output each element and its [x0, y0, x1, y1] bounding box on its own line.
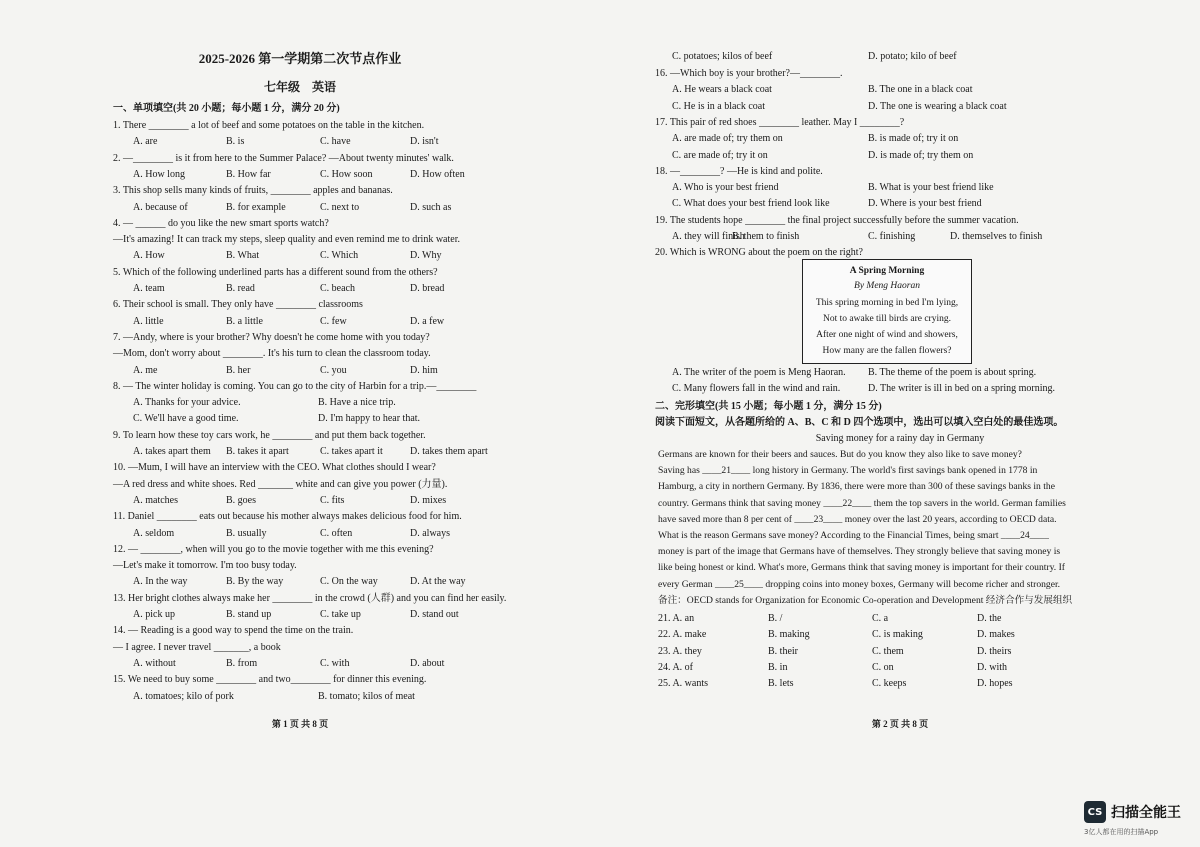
answer-option: A. little: [133, 315, 164, 327]
cs-badge-icon: CS: [1084, 801, 1106, 823]
passage-line: like being honest or kind. What's more, Germans think that saving money is important for their country. If: [658, 562, 1065, 574]
answer-option: D. How often: [410, 168, 465, 180]
section-instruction: 阅读下面短文，从各题所给的 A、B、C 和 D 四个选项中，选出可以填入空白处的最佳选项。: [655, 417, 1064, 428]
question-stem: 9. To learn how these toy cars work, he ________ and put them back together.: [113, 429, 426, 441]
answer-option: B. The theme of the poem is about spring.: [868, 367, 1037, 378]
answer-option: D. bread: [410, 283, 445, 294]
right-page: [600, 0, 1200, 847]
answer-option: D. always: [410, 527, 450, 539]
answer-option: C. potatoes; kilos of beef: [672, 51, 773, 62]
answer-option: D. Why: [410, 250, 442, 262]
answer-option: C. beach: [320, 283, 355, 294]
question-stem: 3. This shop sells many kinds of fruits, ________ apples and bananas.: [113, 185, 393, 197]
answer-option: D. stand out: [410, 609, 459, 620]
answer-option: D. The writer is ill in bed on a spring morning.: [868, 383, 1056, 395]
question-stem-line2: — I agree. I never travel _______, a book: [113, 641, 281, 653]
answer-option: C. On the way: [320, 576, 378, 588]
answer-option: A. How: [133, 250, 165, 262]
answer-option: B. read: [226, 283, 255, 294]
page-footer: 第 1 页 共 8 页: [271, 719, 329, 729]
answer-option: C. How soon: [320, 168, 373, 180]
answer-option: D. a few: [410, 315, 445, 327]
answer-option: A. seldom: [133, 527, 175, 539]
answer-option: A. because of: [133, 201, 188, 213]
answer-option: C. takes apart it: [320, 446, 383, 457]
answer-option: A. pick up: [133, 609, 175, 620]
answer-option: A. takes apart them: [133, 446, 211, 457]
answer-option: D. At the way: [410, 576, 466, 588]
poem-author: By Meng Haoran: [854, 281, 920, 291]
answer-option: B. goes: [226, 494, 256, 506]
section-heading: 一、单项填空(共 20 小题；每小题 1 分，满分 20 分): [113, 103, 340, 114]
answer-option: D. about: [410, 657, 445, 669]
poem-line: Not to awake till birds are crying.: [823, 314, 951, 324]
cloze-option: 22. A. make: [658, 629, 707, 641]
question-stem: 7. —Andy, where is your brother? Why doesn't he come home with you today?: [113, 331, 430, 343]
question-stem: 20. Which is WRONG about the poem on the right?: [655, 247, 863, 259]
question-stem: 14. — Reading is a good way to spend the time on the train.: [113, 625, 354, 637]
answer-option: A. are made of; try them on: [672, 133, 783, 145]
passage-line: Saving has ____21____ long history in Germany. The world's first savings bank opened in 1778 in: [658, 465, 1038, 477]
answer-option: D. potato; kilo of beef: [868, 51, 957, 62]
answer-option: D. such as: [410, 201, 452, 213]
cloze-option: C. a: [872, 613, 889, 624]
page-footer: 第 2 页 共 8 页: [871, 719, 929, 729]
answer-option: C. next to: [320, 201, 360, 213]
answer-option: A. The writer of the poem is Meng Haoran.: [672, 367, 846, 378]
answer-option: B. from: [226, 657, 258, 669]
passage-line: money is part of the image that Germans have of themselves. They strongly believe that saving money is: [658, 546, 1061, 558]
poem-line: How many are the fallen flowers?: [822, 346, 952, 356]
page-title: 2025-2026 第一学期第二次节点作业: [198, 51, 402, 66]
question-stem-line2: —Let's make it tomorrow. I'm too busy today.: [113, 560, 297, 572]
scanner-app-name: 扫描全能王: [1111, 805, 1181, 821]
question-stem: 16. —Which boy is your brother?—________.: [655, 68, 843, 79]
scanner-logo: [1084, 801, 1181, 823]
answer-option: B. her: [226, 364, 251, 376]
answer-option: B. is made of; try it on: [868, 133, 959, 145]
question-stem: 8. — The winter holiday is coming. You can go to the city of Harbin for a trip.—________: [113, 380, 477, 392]
cloze-option: B. lets: [768, 678, 794, 690]
question-stem: 10. —Mum, I will have an interview with the CEO. What clothes should I wear?: [113, 462, 436, 474]
question-stem: 18. —________? —He is kind and polite.: [655, 165, 823, 177]
answer-option: B. is: [226, 136, 245, 148]
answer-option: B. How far: [226, 168, 271, 180]
answer-option: A. Thanks for your advice.: [133, 397, 241, 409]
answer-option: A. me: [133, 364, 158, 376]
question-stem: 13. Her bright clothes always make her ________ in the crowd (人群) and you can find her easily.: [113, 592, 507, 604]
page-subtitle: 七年级 英语: [263, 80, 336, 94]
answer-option: D. Where is your best friend: [868, 198, 982, 210]
answer-option: D. him: [410, 364, 438, 376]
answer-option: B. tomato; kilos of meat: [318, 690, 415, 702]
cloze-option: 24. A. of: [658, 661, 693, 673]
cloze-option: 25. A. wants: [658, 678, 708, 690]
poem-title: A Spring Morning: [849, 266, 925, 276]
cloze-option: D. the: [977, 613, 1002, 624]
passage-line: Hamburg, a city in northern Germany. By 1836, there were more than 300 of these savings banks in the: [658, 481, 1055, 493]
answer-option: B. The one in a black coat: [868, 84, 973, 96]
answer-option: B. Have a nice trip.: [318, 397, 396, 409]
answer-option: B. By the way: [226, 576, 284, 588]
section-heading: 二、完形填空(共 15 小题；每小题 1 分，满分 15 分): [655, 401, 882, 412]
question-stem: 4. — ______ do you like the new smart sports watch?: [113, 217, 329, 229]
answer-option: A. are: [133, 136, 158, 148]
question-stem: 19. The students hope ________ the final project successfully before the summer vacation.: [655, 214, 1019, 226]
cloze-option: 23. A. they: [658, 645, 702, 657]
question-stem: 12. — ________, when will you go to the movie together with me this evening?: [113, 543, 434, 555]
answer-option: C. take up: [320, 609, 361, 620]
passage-line: What is the reason Germans save money? According to the Financial Times, being smart ____24____: [658, 530, 1049, 541]
cloze-option: B. /: [768, 613, 783, 624]
answer-option: C. fits: [320, 494, 345, 506]
answer-option: A. He wears a black coat: [672, 84, 772, 96]
passage-line: have saved more than 8 per cent of ____23____ money over the last 20 years, according to OECD data.: [658, 513, 1057, 525]
question-stem-line2: —A red dress and white shoes. Red _______ white and can give you power (力量).: [113, 478, 448, 490]
answer-option: C. few: [320, 315, 347, 327]
answer-option: A. matches: [133, 494, 178, 506]
cloze-option: C. them: [872, 645, 904, 657]
poem-box: [802, 259, 972, 364]
passage-line: every German ____25____ dropping coins into money boxes, Germany will become richer and stronger.: [658, 578, 1061, 590]
cloze-option: C. on: [872, 661, 894, 673]
answer-option: C. you: [320, 364, 347, 376]
scanner-tagline: 3亿人都在用的扫描App: [1084, 828, 1159, 836]
answer-option: A. How long: [133, 168, 185, 180]
answer-option: C. have: [320, 136, 351, 148]
cloze-option: 21. A. an: [658, 613, 695, 624]
answer-option: C. Many flowers fall in the wind and rain.: [672, 383, 841, 395]
answer-option: A. Who is your best friend: [672, 182, 779, 194]
question-stem: 5. Which of the following underlined parts has a different sound from the others?: [113, 266, 438, 278]
answer-option: D. takes them apart: [410, 446, 488, 457]
cloze-option: B. making: [768, 629, 810, 641]
answer-option: B. for example: [226, 201, 286, 213]
question-stem: 17. This pair of red shoes ________ leather. May I ________?: [655, 116, 905, 128]
answer-option: C. often: [320, 527, 353, 539]
answer-option: C. with: [320, 657, 350, 669]
answer-option: C. We'll have a good time.: [133, 413, 239, 425]
answer-option: D. I'm happy to hear that.: [318, 413, 421, 425]
poem-line: After one night of wind and showers,: [816, 330, 958, 340]
answer-option: D. The one is wearing a black coat: [868, 100, 1007, 112]
passage-line: Germans are known for their beers and sauces. But do you know they also like to save money?: [658, 449, 1022, 460]
question-stem-line2: —It's amazing! It can track my steps, sleep quality and even remind me to drink water.: [113, 234, 460, 246]
answer-option: C. He is in a black coat: [672, 100, 766, 112]
poem-line: This spring morning in bed I'm lying,: [815, 298, 959, 308]
passage-title: Saving money for a rainy day in Germany: [815, 433, 985, 444]
question-stem: 1. There ________ a lot of beef and some potatoes on the table in the kitchen.: [113, 120, 425, 131]
passage-line: country. Germans think that saving money ____22____ them the top savers in the world. German families: [658, 497, 1066, 509]
question-stem-line2: —Mom, don't worry about ________. It's his turn to clean the classroom today.: [113, 348, 431, 360]
cloze-option: B. their: [768, 645, 798, 657]
answer-option: D. mixes: [410, 494, 447, 506]
answer-option: C. Which: [320, 250, 359, 262]
answer-option: A. team: [133, 283, 165, 294]
cloze-option: C. keeps: [872, 678, 907, 690]
answer-option: A. without: [133, 657, 176, 669]
answer-option: B. them to finish: [732, 231, 800, 242]
answer-option: B. usually: [226, 527, 267, 539]
cloze-option: D. makes: [977, 629, 1015, 641]
answer-option: B. takes it apart: [226, 446, 289, 457]
answer-option: B. What: [226, 250, 260, 262]
answer-option: D. is made of; try them on: [868, 149, 974, 161]
passage-line: 备注：OECD stands for Organization for Economic Co-operation and Development 经济合作与发展组织: [658, 594, 1073, 606]
question-stem: 6. Their school is small. They only have ________ classrooms: [113, 299, 363, 311]
question-stem: 15. We need to buy some ________ and two________ for dinner this evening.: [113, 674, 427, 686]
answer-option: A. tomatoes; kilo of pork: [133, 690, 234, 702]
cloze-option: D. theirs: [977, 645, 1012, 657]
cloze-option: B. in: [768, 661, 788, 673]
answer-option: A. In the way: [133, 576, 188, 588]
answer-option: C. What does your best friend look like: [672, 198, 830, 210]
question-stem: 2. —________ is it from here to the Summer Palace? —About twenty minutes' walk.: [113, 152, 454, 164]
answer-option: D. isn't: [410, 136, 439, 148]
answer-option: B. stand up: [226, 609, 272, 620]
answer-option: B. a little: [226, 315, 263, 327]
answer-option: C. finishing: [868, 231, 916, 242]
cloze-option: D. hopes: [977, 678, 1013, 690]
question-stem: 11. Daniel ________ eats out because his mother always makes delicious food for him.: [113, 511, 462, 523]
cloze-option: D. with: [977, 661, 1007, 673]
answer-option: C. are made of; try it on: [672, 149, 768, 161]
answer-option: D. themselves to finish: [950, 231, 1043, 242]
answer-option: B. What is your best friend like: [868, 182, 994, 194]
answer-option: A. they will finish: [672, 231, 745, 242]
cloze-option: C. is making: [872, 629, 923, 641]
